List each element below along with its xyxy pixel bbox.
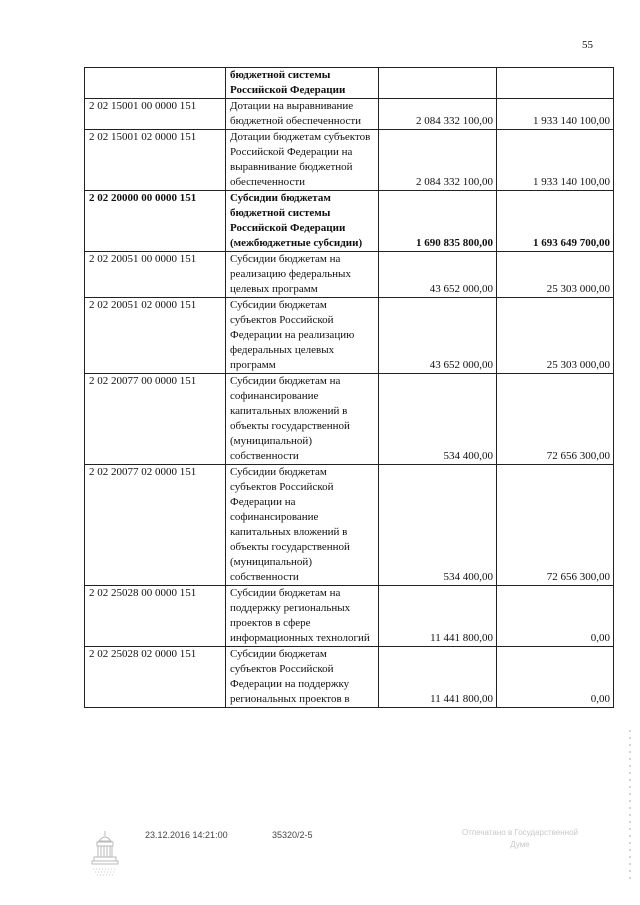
scan-edge-marks (629, 730, 631, 880)
table-row (85, 68, 614, 99)
document-number: 35320/2-5 (272, 830, 313, 840)
table-row (85, 252, 614, 298)
amount-2018: 43 652 000,00 (379, 298, 497, 374)
revenue-code: 2 02 25028 02 0000 151 (85, 647, 226, 708)
amount-2018: 534 400,00 (379, 465, 497, 586)
revenue-name: Субсидии бюджетам на софинансирование капитальных вложений в объекты государственной (муниципальной) собственности (226, 374, 379, 465)
amount-2018: 2 084 332 100,00 (379, 99, 497, 130)
revenue-code (85, 68, 226, 99)
amount-2019: 0,00 (497, 647, 614, 708)
revenue-name: Субсидии бюджетам субъектов Российской Федерации на поддержку региональных проектов в (226, 647, 379, 708)
revenue-code: 2 02 25028 00 0000 151 (85, 586, 226, 647)
revenue-name: Дотации на выравнивание бюджетной обеспеченности (226, 99, 379, 130)
amount-2019: 25 303 000,00 (497, 298, 614, 374)
amount-2019: 1 933 140 100,00 (497, 99, 614, 130)
amount-2019 (497, 68, 614, 99)
print-stamp-line-1: Отпечатано в Государственной (461, 828, 578, 837)
revenue-code: 2 02 20077 02 0000 151 (85, 465, 226, 586)
revenue-code: 2 02 20000 00 0000 151 (85, 191, 226, 252)
amount-2018: 2 084 332 100,00 (379, 130, 497, 191)
amount-2019: 1 933 140 100,00 (497, 130, 614, 191)
amount-2019: 72 656 300,00 (497, 465, 614, 586)
amount-2018: 534 400,00 (379, 374, 497, 465)
revenue-name: бюджетной системы Российской Федерации (226, 68, 379, 99)
amount-2019: 0,00 (497, 586, 614, 647)
amount-2018: 11 441 800,00 (379, 586, 497, 647)
revenue-name: Субсидии бюджетам бюджетной системы Российской Федерации (межбюджетные субсидии) (226, 191, 379, 252)
revenue-code: 2 02 15001 00 0000 151 (85, 99, 226, 130)
print-stamp (445, 827, 595, 851)
page-footer (0, 827, 640, 887)
revenue-code: 2 02 20051 02 0000 151 (85, 298, 226, 374)
amount-2018: 11 441 800,00 (379, 647, 497, 708)
revenue-name: Субсидии бюджетам субъектов Российской Федерации на софинансирование капитальных вложений в объекты государственной (муниципальной) собственности (226, 465, 379, 586)
revenue-name: Субсидии бюджетам на поддержку региональных проектов в сфере информационных технологий (226, 586, 379, 647)
revenue-name: Дотации бюджетам субъектов Российской Федерации на выравнивание бюджетной обеспеченности (226, 130, 379, 191)
budget-table (84, 67, 614, 708)
amount-2019: 72 656 300,00 (497, 374, 614, 465)
amount-2019: 25 303 000,00 (497, 252, 614, 298)
table-row (85, 647, 614, 708)
table-row (85, 586, 614, 647)
revenue-name: Субсидии бюджетам субъектов Российской Федерации на реализацию федеральных целевых программ (226, 298, 379, 374)
table-row (85, 465, 614, 586)
table-row (85, 191, 614, 252)
page-number: 55 (582, 39, 593, 51)
amount-2018: 43 652 000,00 (379, 252, 497, 298)
amount-2018 (379, 68, 497, 99)
revenue-name: Субсидии бюджетам на реализацию федеральных целевых программ (226, 252, 379, 298)
table-row (85, 130, 614, 191)
table-row (85, 298, 614, 374)
revenue-code: 2 02 15001 02 0000 151 (85, 130, 226, 191)
print-timestamp: 23.12.2016 14:21:00 (145, 830, 228, 840)
emblem-icon (90, 827, 120, 879)
amount-2019: 1 693 649 700,00 (497, 191, 614, 252)
print-stamp-line-2: Думе (510, 840, 530, 849)
table-row (85, 374, 614, 465)
table-row (85, 99, 614, 130)
revenue-code: 2 02 20077 00 0000 151 (85, 374, 226, 465)
amount-2018: 1 690 835 800,00 (379, 191, 497, 252)
revenue-code: 2 02 20051 00 0000 151 (85, 252, 226, 298)
